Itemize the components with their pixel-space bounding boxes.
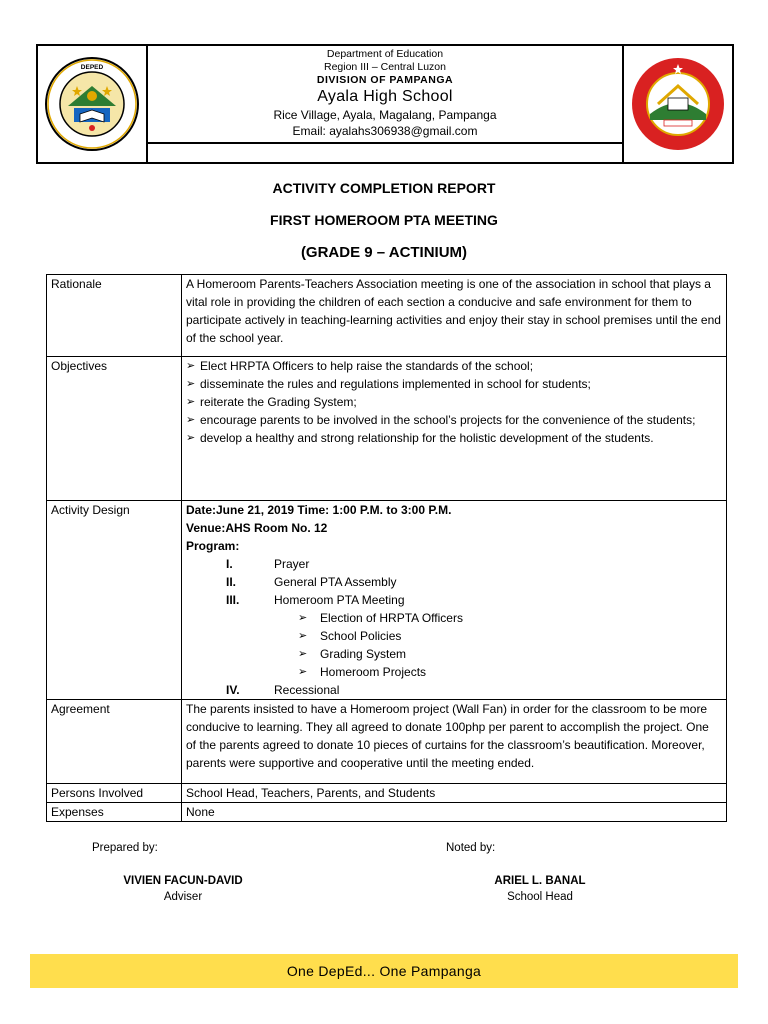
rationale-label: Rationale: [47, 275, 182, 357]
school-seal-icon: [630, 56, 726, 152]
program-sub-list: [186, 609, 722, 681]
objective-text: encourage parents to be involved in the school’s projects for the convenience of the students;: [200, 413, 696, 427]
program-item: [186, 555, 722, 573]
objective-text: reiterate the Grading System;: [200, 395, 357, 409]
arrow-bullet-icon: ➢: [186, 360, 196, 372]
objective-text: develop a healthy and strong relationship for the holistic development of the students.: [200, 431, 654, 445]
dept-name: Department of Education: [326, 48, 444, 60]
list-item: [298, 645, 722, 663]
list-item: [186, 357, 722, 375]
rationale-row: [47, 275, 727, 357]
school-name: Ayala High School: [317, 88, 453, 105]
program-sub-text: School Policies: [320, 629, 402, 643]
objectives-row: [47, 357, 727, 501]
noted-by-title: School Head: [507, 891, 573, 903]
prepared-by-name: VIVIEN FACUN-DAVID: [123, 875, 243, 887]
school-email: Email: ayalahs306938@gmail.com: [292, 124, 478, 138]
activity-design-cell: [182, 501, 727, 700]
design-date: Date:June 21, 2019 Time: 1:00 P.M. to 3:00 P.M.: [186, 503, 452, 517]
arrow-bullet-icon: ➢: [186, 414, 196, 426]
report-table: [46, 274, 727, 822]
persons-row: [47, 784, 727, 803]
expenses-text: None: [182, 803, 727, 822]
objectives-list: [186, 357, 722, 447]
list-item: [298, 609, 722, 627]
program-sub-text: Grading System: [320, 647, 407, 661]
arrow-bullet-icon: ➢: [186, 432, 196, 444]
objectives-cell: [182, 357, 727, 501]
letterhead-text: [146, 46, 624, 144]
deped-seal-cell: [38, 46, 148, 162]
agreement-label: Agreement: [47, 700, 182, 784]
program-item: [186, 591, 722, 609]
activity-design-row: [47, 501, 727, 700]
program-item: [186, 681, 722, 699]
objective-text: Elect HRPTA Officers to help raise the standards of the school;: [200, 359, 534, 373]
design-program-label: Program:: [186, 539, 240, 553]
letterhead: [36, 44, 734, 164]
noted-by-label: Noted by:: [446, 842, 496, 854]
deped-seal-icon: [44, 56, 140, 152]
persons-label: Persons Involved: [47, 784, 182, 803]
design-venue: Venue:AHS Room No. 12: [186, 521, 328, 535]
noted-by-name: ARIEL L. BANAL: [494, 875, 586, 887]
prepared-by-label: Prepared by:: [92, 842, 158, 854]
expenses-row: [47, 803, 727, 822]
agreement-text: The parents insisted to have a Homeroom project (Wall Fan) in order for the classroom to be more conducive to learning. They all agreed to donate 100php per parent to accomplish the project. One of the parents agreed to donate 10 pieces of curtains for the classroom’s beautification. Moreover, parents were supportive and cooperative until the meeting ended.: [182, 700, 727, 784]
program-number: II.: [226, 575, 237, 589]
objectives-label: Objectives: [47, 357, 182, 501]
meeting-title: FIRST HOMEROOM PTA MEETING: [270, 212, 498, 228]
program-number: I.: [226, 557, 233, 571]
program-sub-text: Election of HRPTA Officers: [320, 611, 463, 625]
arrow-bullet-icon: ➢: [186, 378, 196, 390]
grade-section-title: (GRADE 9 – ACTINIUM): [300, 244, 468, 261]
rationale-text: A Homeroom Parents-Teachers Association meeting is one of the association in school that plays a vital role in providing the children of each section a conducive and safe environment for them to participate actively in teaching-learning activities and enjoy their stay in school premises until the end of the school year.: [182, 275, 727, 357]
arrow-bullet-icon: ➢: [298, 612, 308, 624]
prepared-by-title: Adviser: [163, 891, 203, 903]
list-item: [186, 411, 722, 429]
school-address: Rice Village, Ayala, Magalang, Pampanga: [273, 108, 497, 122]
list-item: [186, 429, 722, 447]
arrow-bullet-icon: ➢: [186, 396, 196, 408]
footer-motto: One DepEd... One Pampanga: [286, 963, 482, 979]
program-text: Prayer: [274, 557, 310, 571]
program-text: General PTA Assembly: [274, 575, 397, 589]
agreement-row: [47, 700, 727, 784]
program-sub-text: Homeroom Projects: [320, 665, 427, 679]
program-text: Recessional: [274, 683, 340, 697]
program-number: III.: [226, 593, 240, 607]
arrow-bullet-icon: ➢: [298, 648, 308, 660]
school-seal-cell: [622, 46, 732, 162]
report-title: ACTIVITY COMPLETION REPORT: [272, 180, 496, 196]
persons-text: School Head, Teachers, Parents, and Students: [182, 784, 727, 803]
list-item: [298, 627, 722, 645]
division-name: DIVISION OF PAMPANGA: [316, 74, 454, 86]
list-item: [186, 393, 722, 411]
program-text: Homeroom PTA Meeting: [274, 593, 405, 607]
arrow-bullet-icon: ➢: [298, 666, 308, 678]
activity-design-label: Activity Design: [47, 501, 182, 700]
expenses-label: Expenses: [47, 803, 182, 822]
region-name: Region III – Central Luzon: [324, 61, 446, 73]
list-item: [298, 663, 722, 681]
arrow-bullet-icon: ➢: [298, 630, 308, 642]
program-item: [186, 573, 722, 591]
footer-motto-bar: [30, 954, 738, 988]
svg-text:DEPED: DEPED: [80, 64, 104, 71]
objective-text: disseminate the rules and regulations implemented in school for students;: [200, 377, 591, 391]
letterhead-divider: [146, 142, 624, 164]
program-number: IV.: [226, 683, 240, 697]
list-item: [186, 375, 722, 393]
